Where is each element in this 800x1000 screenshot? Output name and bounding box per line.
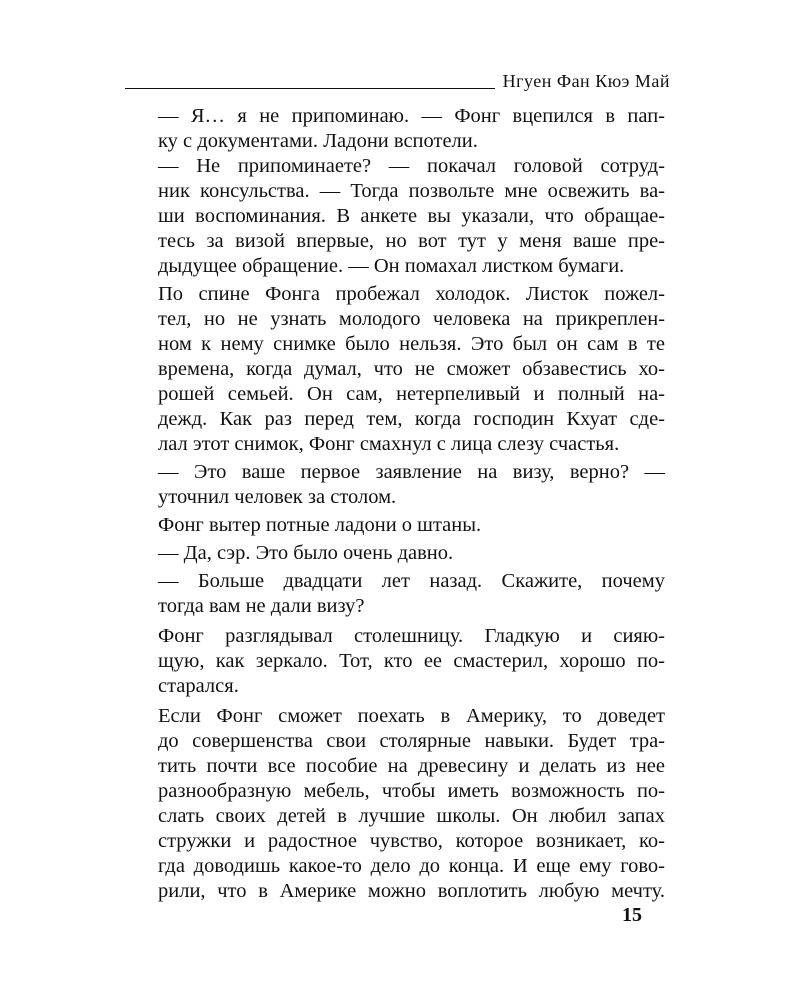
paragraph xyxy=(130,154,665,279)
text-line: тить почти все пособие на древесину и делать из нее xyxy=(158,755,665,777)
text-line: дыдущее обращение. — Он помахал листком бумаги. xyxy=(158,255,625,277)
text-line: слать своих детей в лучшие школы. Он любил запах xyxy=(158,805,665,827)
text-line: — Не припоминаете? — покачал головой сотруд- xyxy=(158,155,665,177)
text-line: стружки и радостное чувство, которое возникает, ко- xyxy=(158,830,665,852)
text-line: ши воспоминания. В анкете вы указали, что обращае- xyxy=(158,205,665,227)
paragraph xyxy=(130,541,665,566)
body-text xyxy=(130,104,665,904)
text-line: гда доводишь какое-то дело до конца. И еще ему гово- xyxy=(158,855,665,877)
text-line: времена, когда думал, что не сможет обзавестись хо- xyxy=(158,358,665,380)
text-line: Фонг разглядывал столешницу. Гладкую и сияю- xyxy=(158,625,665,647)
paragraph xyxy=(130,569,665,619)
text-line: дежд. Как раз перед тем, когда господин Кхуат сде- xyxy=(158,408,665,430)
text-line: щую, как зеркало. Тот, кто ее смастерил, хорошо по- xyxy=(158,650,665,672)
text-line: рили, что в Америке можно воплотить любую мечту. xyxy=(158,880,665,902)
text-line: ку с документами. Ладони вспотели. xyxy=(158,130,478,152)
text-line: — Я… я не припоминаю. — Фонг вцепился в пап- xyxy=(158,105,665,127)
paragraph xyxy=(130,704,665,904)
page-number: 15 xyxy=(622,904,642,926)
running-header xyxy=(125,68,670,92)
text-line: ном к нему снимке было нельзя. Это был он сам в те xyxy=(158,333,665,355)
paragraph xyxy=(130,513,665,538)
text-line: По спине Фонга пробежал холодок. Листок пожел- xyxy=(158,283,665,305)
text-line: рошей семьей. Он сам, нетерпеливый и полный на- xyxy=(158,383,665,405)
text-line: ник консульства. — Тогда позвольте мне освежить ва- xyxy=(158,180,665,202)
text-line: уточнил человек за столом. xyxy=(158,486,397,508)
text-line: тесь за визой впервые, но вот тут у меня ваше пре- xyxy=(158,230,665,252)
paragraph xyxy=(130,624,665,699)
text-line: лал этот снимок, Фонг смахнул с лица слезу счастья. xyxy=(158,433,620,455)
text-line: разнообразную мебель, чтобы иметь возможность по- xyxy=(158,780,665,802)
text-line: тел, но не узнать молодого человека на прикреплен- xyxy=(158,308,665,330)
header-rule xyxy=(125,88,495,89)
text-line: — Это ваше первое заявление на визу, верно? — xyxy=(158,461,665,483)
text-line: Если Фонг сможет поехать в Америку, то доведет xyxy=(158,705,665,727)
text-line: старался. xyxy=(158,675,239,697)
paragraph xyxy=(130,282,665,457)
text-line: до совершенства свои столярные навыки. Будет тра- xyxy=(158,730,665,752)
text-line: Фонг вытер потные ладони о штаны. xyxy=(158,514,482,536)
text-line: — Да, сэр. Это было очень давно. xyxy=(158,542,454,564)
text-line: — Больше двадцати лет назад. Скажите, почему xyxy=(158,570,665,592)
text-line: тогда вам не дали визу? xyxy=(158,595,365,617)
paragraph xyxy=(130,460,665,510)
paragraph xyxy=(130,104,665,154)
running-header-author: Нгуен Фан Кюэ Май xyxy=(502,71,670,91)
